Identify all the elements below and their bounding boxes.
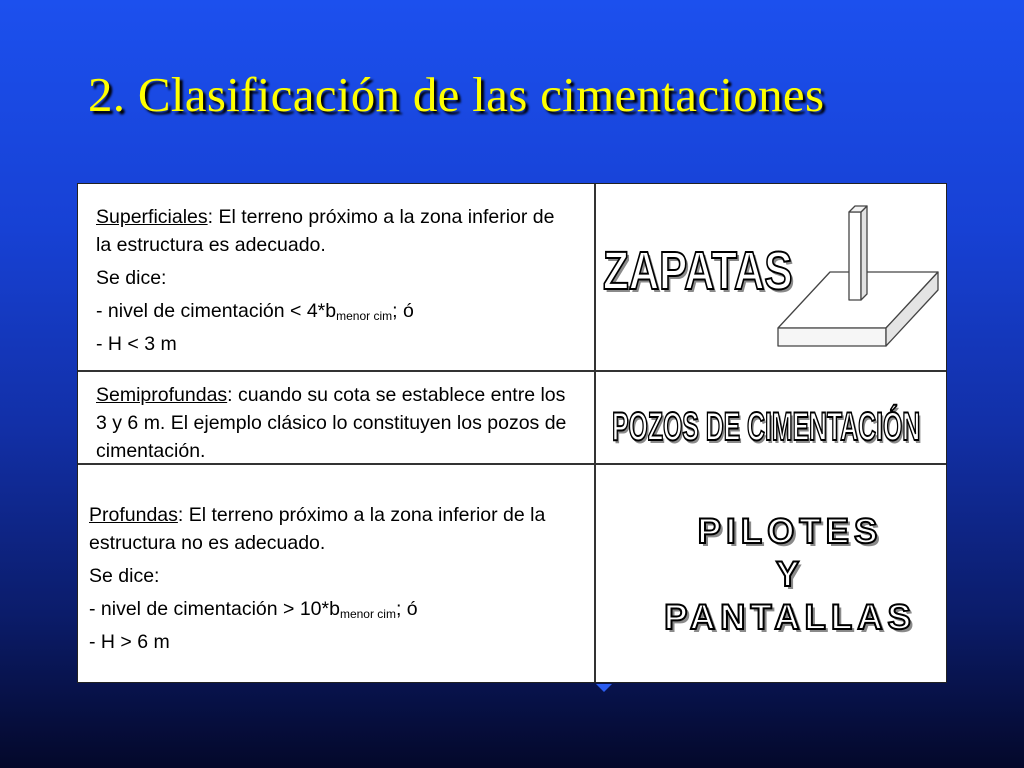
row-divider — [78, 370, 946, 372]
condition-line: - nivel de cimentación < $4*b_{menor cim}$; ó — [96, 300, 414, 323]
condition-line: - H < 3 m — [96, 333, 177, 355]
profundas-cell — [89, 501, 584, 656]
profundas-term: Profundas — [89, 504, 178, 526]
superficiales-cell — [96, 203, 566, 358]
se-dice-label: Se dice: — [96, 267, 167, 289]
down-arrow-marker — [596, 684, 612, 692]
semiprofundas-cell — [96, 381, 576, 465]
zapatas-label: ZAPATAS — [603, 241, 793, 301]
condition-line: - H > 6 m — [89, 631, 170, 653]
semiprofundas-description: Semiprofundas: cuando su cota se establece entre los 3 y 6 m. El ejemplo clásico lo constituyen los pozos de cimentación. — [96, 384, 567, 462]
column-divider — [594, 184, 596, 682]
superficiales-description: Superficiales: El terreno próximo a la zona inferior de la estructura es adecuado. — [96, 206, 555, 256]
profundas-description: Profundas: El terreno próximo a la zona inferior de la estructura no es adecuado. — [89, 504, 546, 554]
superficiales-term: Superficiales — [96, 206, 208, 228]
condition-line: - nivel de cimentación > $10*b_{menor cim}$; ó — [89, 598, 418, 621]
pozos-label: POZOS DE CIMENTACIÓN — [612, 405, 921, 449]
pilotes-pantallas-label: PILOTES Y PANTALLAS — [664, 512, 916, 637]
semiprofundas-term: Semiprofundas — [96, 384, 228, 406]
slide-title: 2. Clasificación de las cimentaciones — [88, 67, 825, 122]
footing-drawing — [770, 200, 945, 350]
se-dice-label: Se dice: — [89, 565, 160, 587]
